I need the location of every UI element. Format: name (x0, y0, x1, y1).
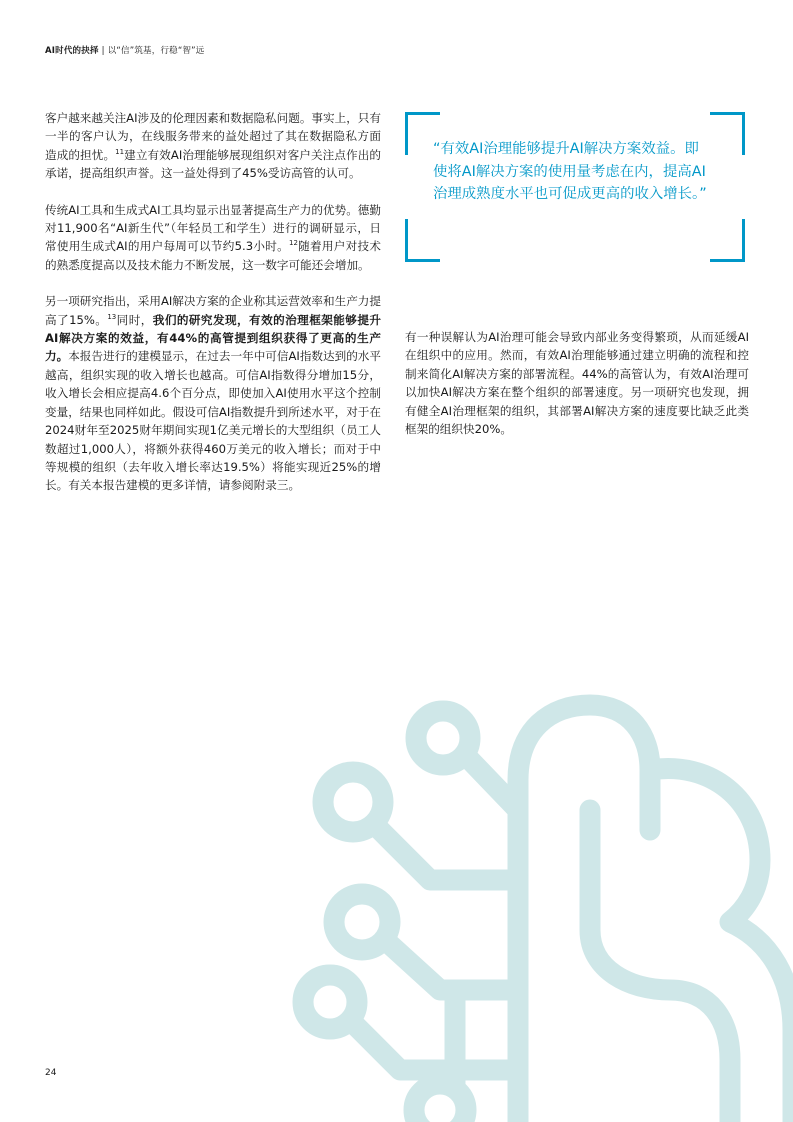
paragraph-text: 建立有效AI治理能够展现组织对客户关注点作出的承诺，提高组织声誉。这一益处得到了45%受访高管的认可。 (45, 147, 381, 181)
paragraph-governance-misconception: 有一种误解认为AI治理可能会导致内部业务变得繁琐，从而延缓AI在组织中的应用。然而，有效AI治理能够通过建立明确的流程和控制来简化AI解决方案的部署流程。44%的高管认为，有效AI治理可以加快AI解决方案在整个组织的部署速度。另一项研究也发现，拥有健全AI治理框架的组织，其部署AI解决方案的速度要比缺乏此类框架的组织快20%。 (405, 330, 749, 437)
footnote-ref: 13 (107, 312, 117, 321)
brain-circuit-icon (290, 690, 793, 1122)
paragraph-productivity (45, 201, 381, 275)
paragraph-text: 随着用户对技术的熟悉度提高以及技术能力不断发展，这一数字可能还会增加。 (45, 239, 381, 272)
paragraph-customer-concerns (45, 109, 381, 183)
paragraph-text: 传统AI工具和生成式AI工具均显示出显著提高生产力的优势。德勤对11,900名“AI新生代”（年轻员工和学生）进行的调研显示，日常使用生成式AI的用户每周可以节约5.3小时。 (45, 202, 381, 254)
pull-quote-text: “有效AI治理能够提升AI解决方案效益。即使将AI解决方案的使用量考虑在内，提高AI治理成熟度水平也可促成更高的收入增长。” (433, 141, 707, 202)
right-column (405, 328, 749, 456)
page-header (45, 44, 204, 56)
left-column (45, 109, 381, 513)
paragraph-text: 客户越来越关注AI涉及的伦理因素和数据隐私问题。事实上，只有一半的客户认为，在线服务带来的益处超过了其在数据隐私方面造成的担忧。 (45, 111, 381, 162)
report-title: AI时代的抉择 (45, 46, 99, 56)
bracket-bottom-right-icon (710, 219, 745, 262)
paragraph-research-findings (45, 292, 381, 494)
paragraph-text: 同时， (116, 312, 153, 327)
highlighted-finding: 我们的研究发现，有效的治理框架能够提升AI解决方案的效益，有44%的高管提到组织获得了更高的生产力。 (45, 312, 381, 364)
footnote-ref: 11 (115, 147, 125, 156)
header-separator: | (101, 46, 105, 56)
report-subtitle: 以“信”筑基，行稳“智”远 (107, 46, 205, 56)
bracket-bottom-left-icon (405, 219, 440, 262)
paragraph-text: 另一项研究指出，采用AI解决方案的企业称其运营效率和生产力提高了15%。 (45, 294, 381, 327)
pull-quote (405, 112, 745, 262)
footnote-ref: 12 (288, 239, 298, 248)
page-number: 24 (45, 1068, 57, 1078)
bracket-top-right-icon (710, 112, 745, 155)
paragraph-text: 本报告进行的建模显示，在过去一年中可信AI指数达到的水平越高，组织实现的收入增长也越高。可信AI指数得分增加15分，收入增长会相应提高4.6个百分点，即使加入AI使用水平这个控制变量，结果也同样如此。假设可信AI指数提升到所述水平，对于在2024财年至2025财年期间实现1亿美元增长的大型组织（员工人数超过1,000人），将额外获得460万美元的收入增长；而对于中等规模的组织（去年收入增长率达19.5%）将能实现近25%的增长。有关本报告建模的更多详情，请参阅附录三。 (45, 349, 381, 493)
